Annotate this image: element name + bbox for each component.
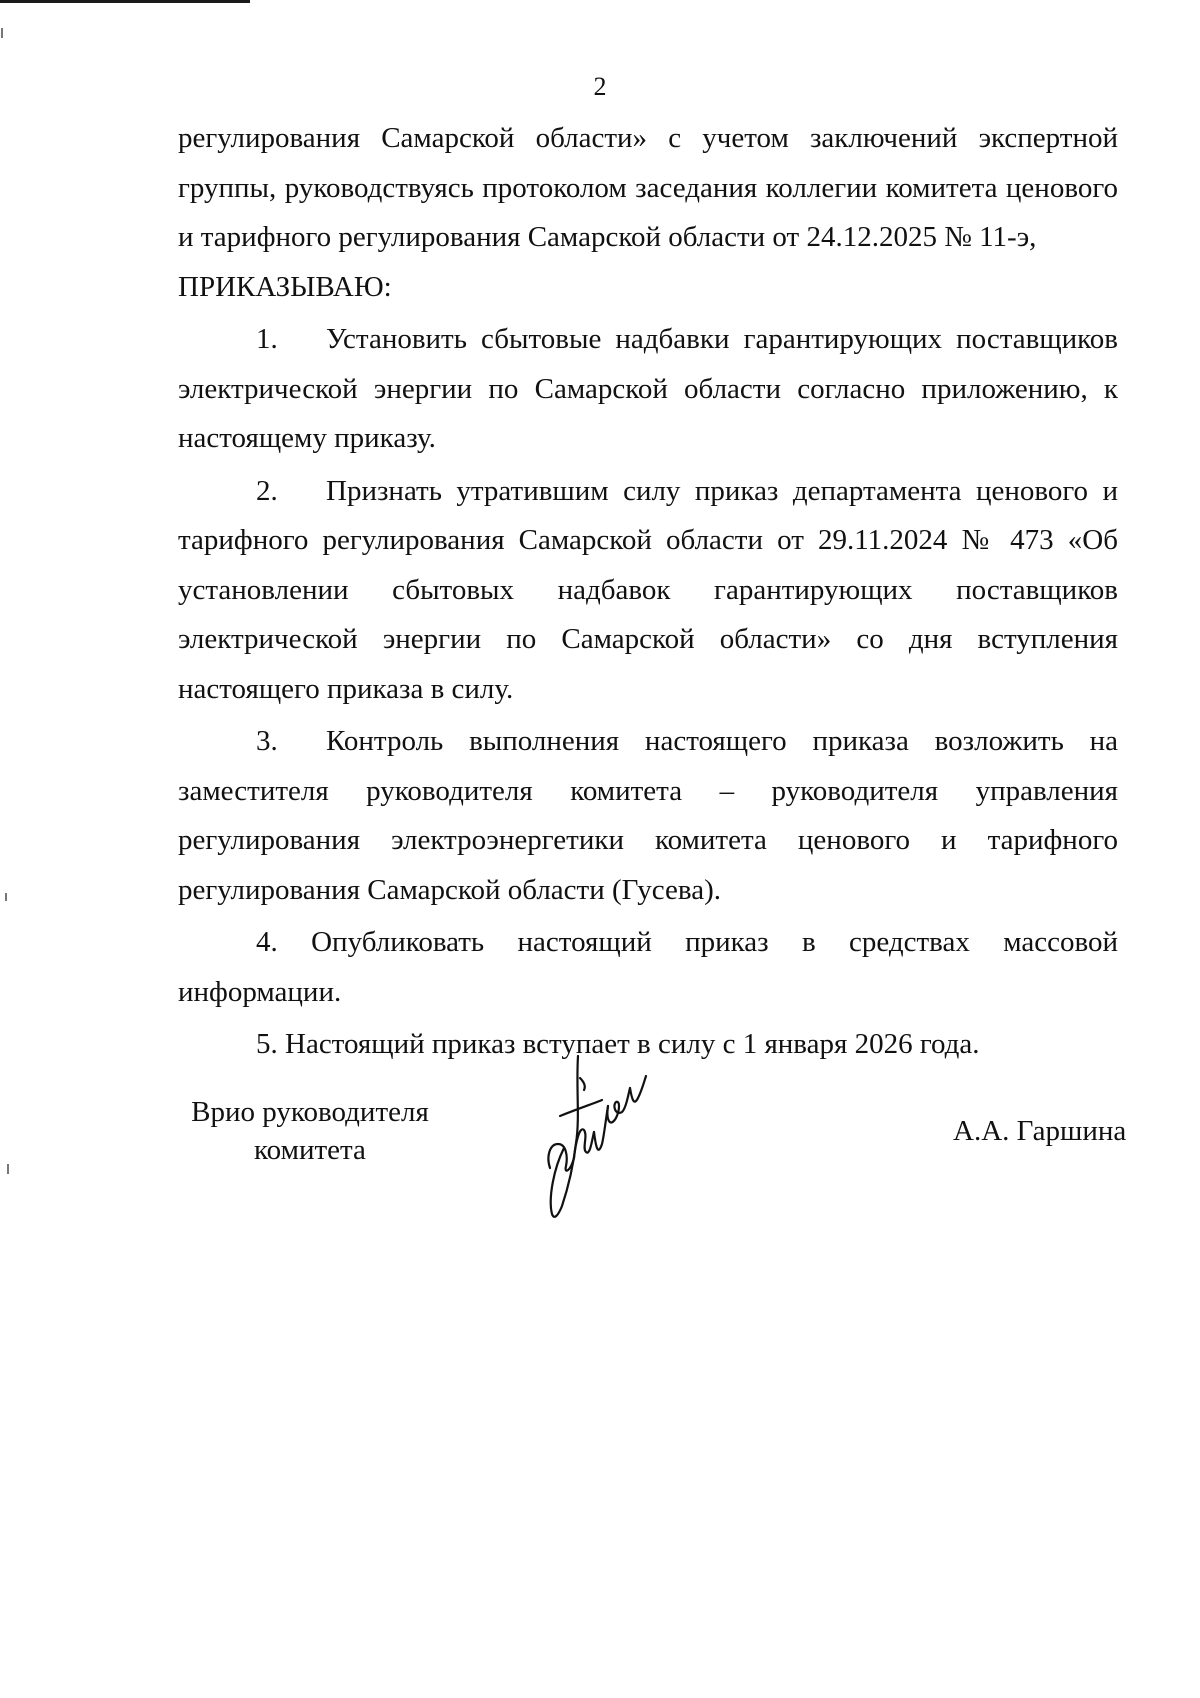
position-line-2: комитета bbox=[254, 1134, 366, 1166]
item-number: 1. bbox=[256, 323, 278, 355]
scan-edge-mark bbox=[0, 0, 250, 3]
scan-edge-mark bbox=[7, 1164, 9, 1174]
item-text: Контроль выполнения настоящего приказа возложить на заместителя руководителя комитета – руководителя управления регулирования электроэнергетики комитета ценового и тарифного регулирования Самарской области (Гусева). bbox=[178, 725, 1118, 906]
item-number: 2. bbox=[256, 474, 278, 507]
item-text: Опубликовать настоящий приказ в средствах массовой информации. bbox=[178, 926, 1118, 1008]
order-item-1 bbox=[178, 315, 1118, 464]
item-number: 5. bbox=[256, 1028, 278, 1060]
scan-edge-mark bbox=[1, 28, 3, 38]
handwritten-signature bbox=[540, 1048, 660, 1228]
item-text: Настоящий приказ вступает в силу с 1 января 2026 года. bbox=[285, 1028, 980, 1060]
item-text: Установить сбытовые надбавки гарантирующих поставщиков электрической энергии по Самарской области согласно приложению, к настоящему приказу. bbox=[178, 323, 1118, 454]
document-body bbox=[178, 114, 1118, 1070]
scan-edge-mark bbox=[5, 893, 7, 901]
item-number: 4. bbox=[256, 926, 278, 958]
item-number: 3. bbox=[256, 725, 278, 757]
signatory-name: А.А. Гаршина bbox=[953, 1115, 1127, 1147]
order-item-4 bbox=[178, 918, 1118, 1017]
item-text: Признать утратившим силу приказ департамента ценового и тарифного регулирования Самарской области от 29.11.2024 № 473 «Об установлении сбытовых надбавок гарантирующих поставщиков электрической энергии по Самарской области» со дня вступления настоящего приказа в силу. bbox=[178, 474, 1118, 705]
position-line-1: Врио руководителя bbox=[191, 1096, 429, 1128]
page-number: 2 bbox=[593, 72, 607, 101]
order-word: ПРИКАЗЫВАЮ: bbox=[178, 270, 392, 303]
order-item-2 bbox=[178, 467, 1118, 715]
order-item-3 bbox=[178, 717, 1118, 915]
signatory-position bbox=[184, 1093, 436, 1169]
intro-paragraph: регулирования Самарской области» с учетом заключений экспертной группы, руководствуясь протоколом заседания коллегии комитета ценового и тарифного регулирования Самарской области от 24.12.2025 № 11-э, bbox=[178, 122, 1118, 253]
